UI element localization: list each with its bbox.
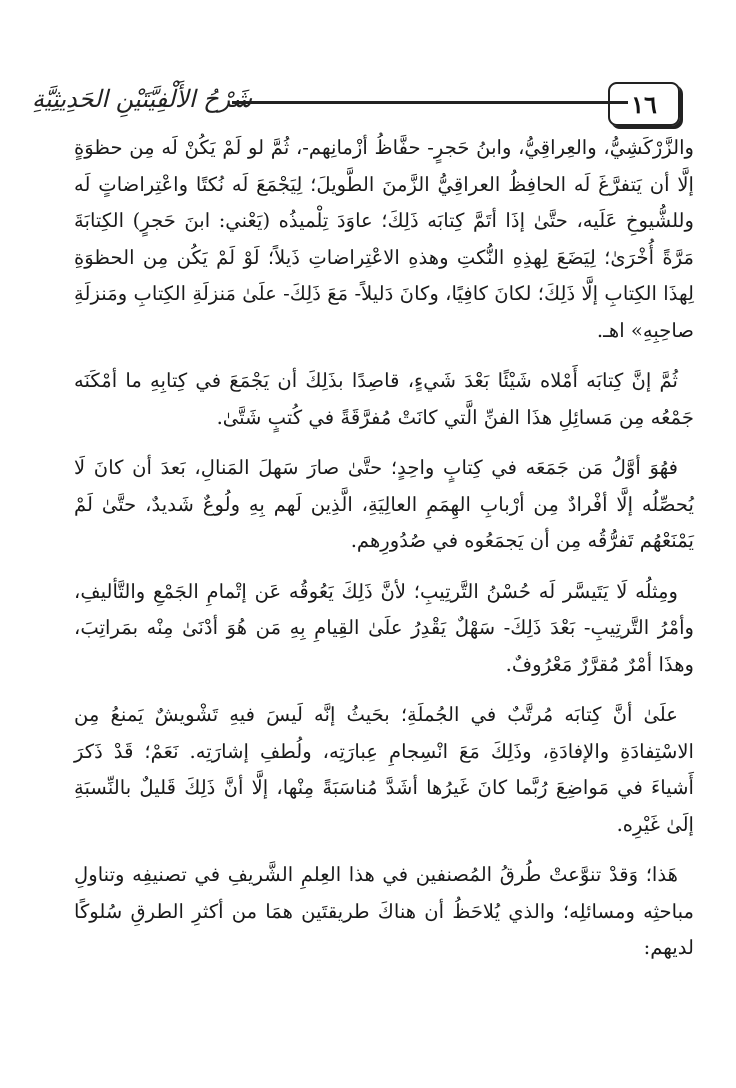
page-number: ١٦	[631, 89, 657, 119]
paragraph-1: والزَّرْكَشِيُّ، والعِراقِيُّ، وابنُ حَجرٍ- حفَّاظُ أزْمانِهم-، ثُمَّ لو لَمْ يَكُنْ لَه مِن حظوَةٍ إلَّا أن يَتفرَّغَ لَه الحافِظُ العراقِيُّ الزَّمنَ الطَّويلَ؛ لِيَجْمَعَ لَه نُكتًا واعْتِراضاتٍ لَه وللشُّيوخِ عَلَيه، حتَّىٰ إذَا أتَمَّ كِتابَه ذَلِكَ؛ عاوَدَ تِلْميذُه (يَعْني: ابنَ حَجرٍ) الكِتابَةَ مَرَّةً أُخْرَىٰ؛ لِيَضَعَ لِهذِهِ النُّكتِ وهذهِ الاعْتِراضاتِ ذَيلاً؛ لَوْ لَمْ يَكُن مِن الحظوَةِ لِهذَا الكِتابِ إلَّا ذَلِكَ؛ لكانَ كافِيًا، وكانَ دَليلاً- مَعَ ذَلِكَ- علَىٰ مَنزلَةِ الكِتابِ ومَنزلَةِ صاحِبِهِ» اهـ.	[74, 136, 694, 342]
running-title: شَرْحُ الأَلْفِيَّتَيْنِ الحَدِيثِيَّةِ	[31, 85, 252, 113]
paragraph-5: علَىٰ أنَّ كِتابَه مُرتَّبٌ في الجُملَةِ؛ بحَيثُ إنَّه لَيسَ فيهِ تَشْويشٌ يَمنعُ مِن الاسْتِفادَةِ والإفادَةِ، وذَلِكَ مَعَ انْسِجامِ عِبارَتِه، ولُطفِ إشارَتِه. نَعَمْ؛ قَدْ ذَكرَ أَشياءَ في مَواضِعَ رُبَّما كانَ غَيرُها أشَدَّ مُناسَبَةً مِنْها، إلَّا أنَّ ذَلِكَ قَليلٌ بالنِّسبَةِ إلَىٰ غَيْرِه.	[74, 703, 694, 836]
paragraph-3: فهُوَ أوَّلُ مَن جَمَعَه في كِتابٍ واحِدٍ؛ حتَّىٰ صارَ سَهلَ المَنالِ، بَعدَ أن كانَ لَا يُحصِّلُه إلَّا أفْرادٌ مِن أرْبابِ الهِمَمِ العالِيَةِ، الَّذِين لَهم بِهِ ولُوعٌ شَديدٌ، حتَّىٰ لَمْ يَمْنَعْهُم تَفرُّقُه مِن أن يَجمَعُوه في صُدُورِهم.	[74, 456, 694, 552]
paragraph-2: ثُمَّ إنَّ كِتابَه أَمْلاه شَيْئًا بَعْدَ شَيءٍ، قاصِدًا بذَلِكَ أن يَجْمَعَ في كِتابِهِ ما أمْكَنَه جَمْعُه مِن مَسائِلِ هذَا الفنِّ الَّتي كانَتْ مُفرَّقَةً في كُتبٍ شَتَّىٰ.	[74, 369, 694, 429]
paragraph-6: هَذا؛ وَقدْ تنوَّعتْ طُرقُ المُصنفين في هذا العِلمِ الشَّريفِ في تصنيفِه وتناولِ مباحثِه ومسائلِه؛ والذي يُلاحَظُ أن هناكَ طريقتَين همَا من أكثرِ الطرقِ سُلوكًا لديهم:	[74, 863, 694, 959]
page-number-box	[608, 82, 680, 126]
body-text	[74, 130, 694, 967]
paragraph-4: ومِثلُه لَا يَتَيسَّر لَه حُسْنُ التَّرتِيبِ؛ لأنَّ ذَلِكَ يَعُوقُه عَن إتْمامِ الجَمْعِ والتَّأليفِ، وأمْرُ التَّرتِيبِ- بَعْدَ ذَلِكَ- سَهْلٌ يَقْدِرُ علَىٰ القِيامِ بِهِ مَن هُوَ أدْنَىٰ مِنْه بمَراتِبَ، وهذَا أمْرٌ مُقرَّرٌ مَعْرُوفٌ.	[74, 579, 694, 676]
header-rule	[232, 101, 628, 104]
